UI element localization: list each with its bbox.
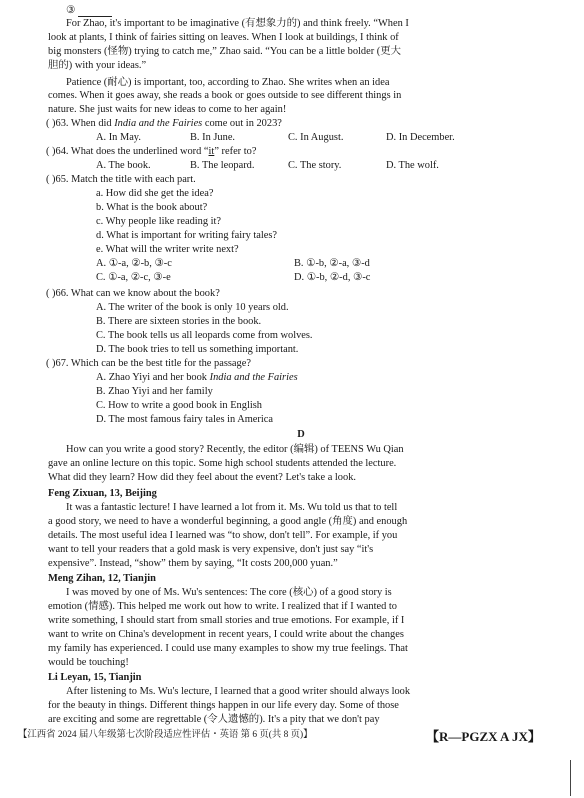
page-footer: 【江西省 2024 届八年级第七次阶段适应性评估・英语 第 6 页(共 8 页)】 [18, 730, 313, 740]
student-text: want to write on China's development in recent years, I could write about the changes [48, 629, 404, 640]
student-text: expensive”. Instead, “show” them by saying, “It costs 200,000 yuan.” [48, 558, 338, 569]
option-d: D. In December. [386, 132, 455, 143]
option-a: A. In May. [96, 132, 141, 143]
question-65-options-ab [96, 257, 584, 270]
option-b: B. Zhao Yiyi and her family [96, 386, 213, 397]
passage-line: big monsters (怪物) trying to catch me,” Zhao said. “You can be a little bolder (更大 [48, 46, 402, 57]
part-3-marker: ③ [66, 4, 572, 17]
question-63-options [96, 131, 584, 144]
question-63: ( )63. When did India and the Fairies come out in 2023? [46, 118, 282, 129]
option-b: B. There are sixteen stories in the book. [96, 316, 262, 327]
student-text: I was moved by one of Ms. Wu's sentences: The core (核心) of a good story is [66, 587, 392, 598]
student-name: Feng Zixuan, 13, Beijing [48, 488, 157, 499]
passage-line: comes. When it goes away, she reads a book or goes outside to see different things in [48, 90, 402, 101]
question-65-options-cd [96, 271, 584, 284]
student-name: Li Leyan, 15, Tianjin [48, 672, 142, 683]
option-d: D. The book tries to tell us something important. [96, 344, 299, 355]
student-text: my family has experienced. I could use many examples to show my true feelings. That [48, 643, 408, 654]
option-b: B. In June. [190, 132, 236, 143]
paper-code: 【R—PGZX A JX】 [426, 729, 541, 744]
option-a: A. The writer of the book is only 10 years old. [96, 302, 289, 313]
option-a: A. ①-a, ②-b, ③-c [96, 258, 172, 269]
option-a: A. Zhao Yiyi and her book India and the Fairies [96, 372, 298, 383]
student-text: It was a fantastic lecture! I have learned a lot from it. Ms. Wu told us that to tell [66, 502, 398, 513]
intro-line: gave an online lecture on this topic. Some high school students attended the lecture. [48, 458, 397, 469]
passage-line: look at plants, I think of fairies sitting on leaves. When I look at buildings, I think of [48, 32, 399, 43]
passage-line: Patience (耐心) is important, too, according to Zhao. She writes when an idea [66, 77, 390, 88]
student-text: After listening to Ms. Wu's lecture, I learned that a good writer should always look [66, 686, 411, 697]
intro-line: How can you write a good story? Recently, the editor (编辑) of TEENS Wu Qian [66, 444, 404, 455]
option-a: A. The book. [96, 160, 151, 171]
intro-line: What did they learn? How did they feel about the event? Let's take a look. [48, 472, 356, 483]
passage-line: For Zhao, it's important to be imaginative (有想象力的) and think freely. “When I [66, 18, 409, 29]
student-text: would be touching! [48, 657, 129, 668]
match-item: b. What is the book about? [96, 202, 208, 213]
option-b: B. The leopard. [190, 160, 255, 171]
student-text: are exciting and some are regrettable (令人遗憾的). It's a pity that we don't pay [48, 714, 380, 725]
student-text: for the beauty in things. Different things happen in our life every day. Some of those [48, 700, 399, 711]
question-66: ( )66. What can we know about the book? [46, 288, 220, 299]
option-c: C. The story. [288, 160, 342, 171]
option-b: B. ①-b, ②-a, ③-d [294, 258, 370, 269]
option-d: D. ①-b, ②-d, ③-c [294, 272, 371, 283]
student-text: emotion (情感). This helped me work out how to write. I realized that if I wanted to [48, 601, 397, 612]
option-d: D. The wolf. [386, 160, 439, 171]
question-65: ( )65. Match the title with each part. [46, 174, 196, 185]
page-edge-mark [570, 760, 571, 796]
option-c: C. The book tells us all leopards come from wolves. [96, 330, 313, 341]
match-item: a. How did she get the idea? [96, 188, 214, 199]
option-c: C. ①-a, ②-c, ③-e [96, 272, 171, 283]
option-d: D. The most famous fairy tales in America [96, 414, 273, 425]
question-67: ( )67. Which can be the best title for the passage? [46, 358, 251, 369]
passage-line: 胆的) with your ideas.” [48, 60, 147, 71]
match-item: d. What is important for writing fairy tales? [96, 230, 278, 241]
option-c: C. How to write a good book in English [96, 400, 262, 411]
question-64-options [96, 159, 584, 172]
question-64: ( )64. What does the underlined word “it” refer to? [46, 146, 257, 157]
student-name: Meng Zihan, 12, Tianjin [48, 573, 156, 584]
passage-line: nature. She just waits for new ideas to come to her again! [48, 104, 287, 115]
blank-line [78, 6, 112, 17]
match-item: e. What will the writer write next? [96, 244, 239, 255]
match-item: c. Why people like reading it? [96, 216, 222, 227]
student-text: details. The most useful idea I learned was “to show, don't tell”. For example, if you [48, 530, 398, 541]
student-text: write something, I should start from small stories and true emotions. For example, if I [48, 615, 405, 626]
option-c: C. In August. [288, 132, 344, 143]
student-text: a good story, we need to have a wonderful beginning, a good angle (角度) and enough [48, 516, 408, 527]
student-text: want to tell your readers that a gold mask is very expensive, don't just say “it's [48, 544, 374, 555]
section-heading: D [297, 429, 305, 440]
